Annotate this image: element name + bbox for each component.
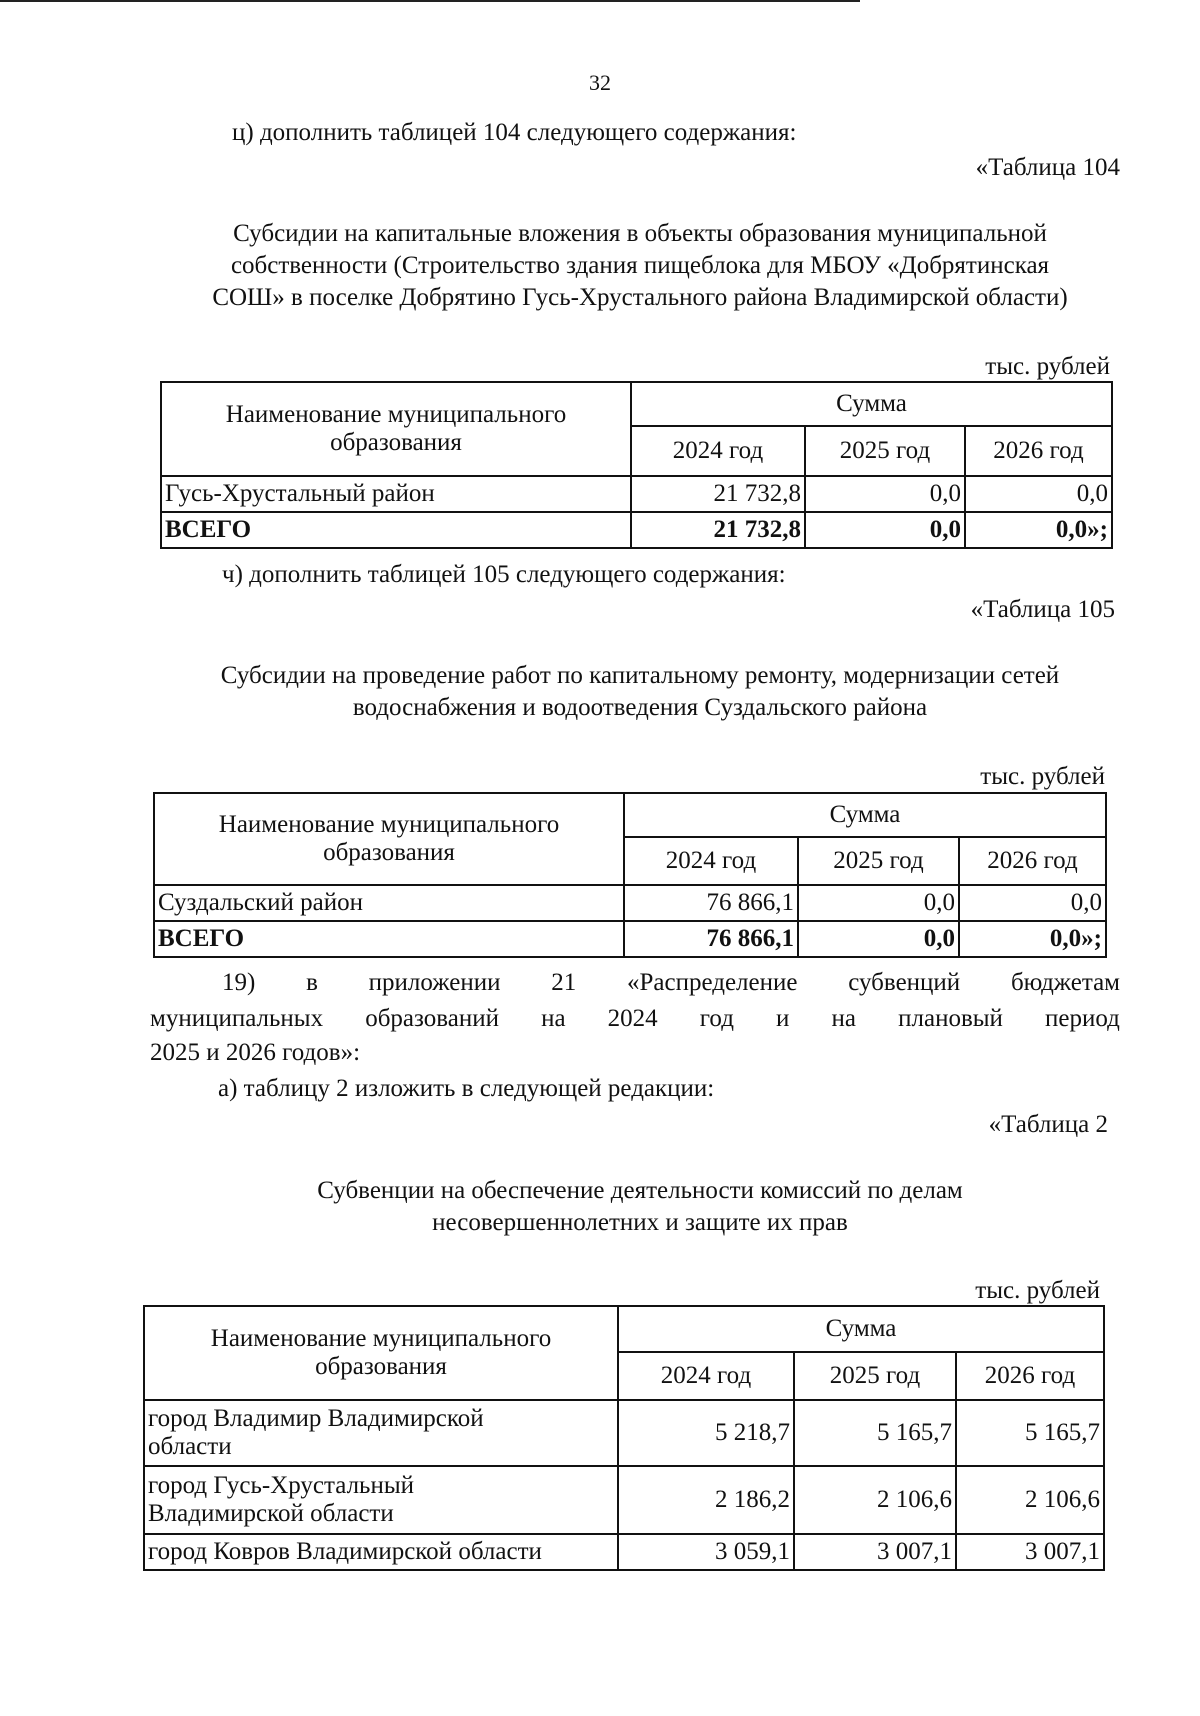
- table104-header-name: [161, 382, 631, 476]
- table-row: [144, 1400, 1104, 1466]
- item19-line1: [222, 968, 1120, 998]
- table104-title-line: СОШ» в поселке Добрятино Гусь-Хрустального района Владимирской области): [212, 284, 1068, 311]
- row-name: [144, 1400, 618, 1466]
- item19-word: 2024: [607, 1005, 658, 1032]
- header-name-line: Наименование муниципального: [218, 811, 560, 838]
- table105-header-sum: Сумма: [624, 793, 1106, 837]
- item19-line3: 2025 и 2026 годов»:: [150, 1039, 361, 1066]
- row-value: 5 165,7: [794, 1400, 956, 1466]
- table2-title: [150, 1175, 1130, 1239]
- row-value: 3 007,1: [794, 1534, 956, 1570]
- table2-units: тыс. рублей: [975, 1277, 1100, 1304]
- table2-header-sum: Сумма: [618, 1306, 1104, 1352]
- row-value: 0,0: [959, 885, 1106, 921]
- table105-title-line: Субсидии на проведение работ по капитальному ремонту, модернизации сетей: [220, 662, 1060, 689]
- table104: [160, 381, 1113, 549]
- table2-title-line: несовершеннолетних и защите их прав: [432, 1209, 848, 1236]
- item-ch-text: ч) дополнить таблицей 105 следующего содержания:: [222, 561, 786, 588]
- table-row: [154, 885, 1106, 921]
- row-name-line: области: [148, 1433, 232, 1460]
- table105-header-year: 2024 год: [624, 837, 798, 885]
- item19-word: 19): [222, 969, 256, 996]
- item19-word: образований: [365, 1005, 499, 1032]
- table105-title: [150, 660, 1130, 724]
- page-number: 32: [589, 70, 611, 95]
- item19-word: муниципальных: [150, 1005, 324, 1032]
- table-row: [144, 1466, 1104, 1534]
- item19-word: приложении: [368, 969, 501, 996]
- row-value: 5 218,7: [618, 1400, 794, 1466]
- table105-title-line: водоснабжения и водоотведения Суздальского района: [352, 694, 928, 721]
- row-value: 2 106,6: [794, 1466, 956, 1534]
- table2-title-line: Субвенции на обеспечение деятельности комиссий по делам: [317, 1177, 963, 1204]
- row-value: 0,0: [798, 885, 959, 921]
- table105-units: тыс. рублей: [980, 763, 1105, 790]
- total-name: ВСЕГО: [161, 512, 631, 548]
- table2-header-name: [144, 1306, 618, 1400]
- table104-header-year: 2026 год: [965, 426, 1112, 476]
- item19-word: на: [541, 1005, 566, 1032]
- table2: [143, 1305, 1105, 1571]
- row-value: 3 059,1: [618, 1534, 794, 1570]
- item19-word: субвенций: [848, 969, 961, 996]
- table105-header-year: 2025 год: [798, 837, 959, 885]
- table105-header-year: 2026 год: [959, 837, 1106, 885]
- table104-caption: «Таблица 104: [975, 154, 1120, 181]
- row-name: Суздальский район: [154, 885, 624, 921]
- table105-caption: «Таблица 105: [970, 596, 1115, 623]
- row-value: 0,0: [805, 476, 965, 512]
- table104-header-year: 2024 год: [631, 426, 805, 476]
- total-name: ВСЕГО: [154, 921, 624, 957]
- header-name-line: Наименование муниципального: [210, 1325, 552, 1352]
- table104-units: тыс. рублей: [985, 353, 1110, 380]
- table104-title: [150, 218, 1130, 314]
- item19-word: бюджетам: [1010, 969, 1120, 996]
- table104-title-line: собственности (Строительство здания пищеблока для МБОУ «Добрятинская: [230, 252, 1050, 279]
- total-value: 0,0»;: [959, 921, 1106, 957]
- row-name-line: город Гусь-Хрустальный: [148, 1472, 415, 1499]
- row-value: 3 007,1: [956, 1534, 1104, 1570]
- row-name-line: Владимирской области: [148, 1500, 394, 1527]
- row-value: 0,0: [965, 476, 1112, 512]
- row-name: Гусь-Хрустальный район: [161, 476, 631, 512]
- row-value: 21 732,8: [631, 476, 805, 512]
- item19-sub-a: а) таблицу 2 изложить в следующей редакции:: [218, 1075, 715, 1102]
- table104-header-year: 2025 год: [805, 426, 965, 476]
- total-value: 21 732,8: [631, 512, 805, 548]
- table105: [153, 792, 1107, 958]
- item19-word: и: [776, 1005, 790, 1032]
- table-row: [161, 476, 1112, 512]
- table104-title-line: Субсидии на капитальные вложения в объекты образования муниципальной: [233, 220, 1047, 247]
- item19-line2: [150, 1004, 1120, 1034]
- table105-header-name: [154, 793, 624, 885]
- row-value: 2 186,2: [618, 1466, 794, 1534]
- row-name: город Ковров Владимирской области: [144, 1534, 618, 1570]
- scan-top-edge: [0, 0, 860, 2]
- item19-word: на: [831, 1005, 857, 1032]
- total-value: 76 866,1: [624, 921, 798, 957]
- total-value: 0,0: [805, 512, 965, 548]
- header-name-line: образования: [315, 1353, 447, 1380]
- table-total-row: [154, 921, 1106, 957]
- total-value: 0,0»;: [965, 512, 1112, 548]
- item19-word: плановый: [898, 1005, 1003, 1032]
- item-ts-text: ц) дополнить таблицей 104 следующего содержания:: [232, 119, 797, 146]
- table2-header-year: 2025 год: [794, 1352, 956, 1400]
- table2-caption: «Таблица 2: [988, 1111, 1108, 1138]
- row-value: 2 106,6: [956, 1466, 1104, 1534]
- header-name-line: образования: [330, 429, 462, 456]
- item19-word: «Распределение: [627, 969, 798, 996]
- header-name-line: Наименование муниципального: [225, 401, 567, 428]
- row-value: 76 866,1: [624, 885, 798, 921]
- item19-word: год: [699, 1005, 734, 1032]
- table104-header-sum: Сумма: [631, 382, 1112, 426]
- item19-word: 21: [551, 969, 577, 996]
- row-name: [144, 1466, 618, 1534]
- table-row: [144, 1534, 1104, 1570]
- header-name-line: образования: [323, 839, 455, 866]
- total-value: 0,0: [798, 921, 959, 957]
- table2-header-year: 2026 год: [956, 1352, 1104, 1400]
- row-value: 5 165,7: [956, 1400, 1104, 1466]
- item19-word: период: [1045, 1005, 1120, 1032]
- table-total-row: [161, 512, 1112, 548]
- row-name-line: город Владимир Владимирской: [148, 1405, 484, 1432]
- table2-header-year: 2024 год: [618, 1352, 794, 1400]
- item19-word: в: [306, 969, 318, 996]
